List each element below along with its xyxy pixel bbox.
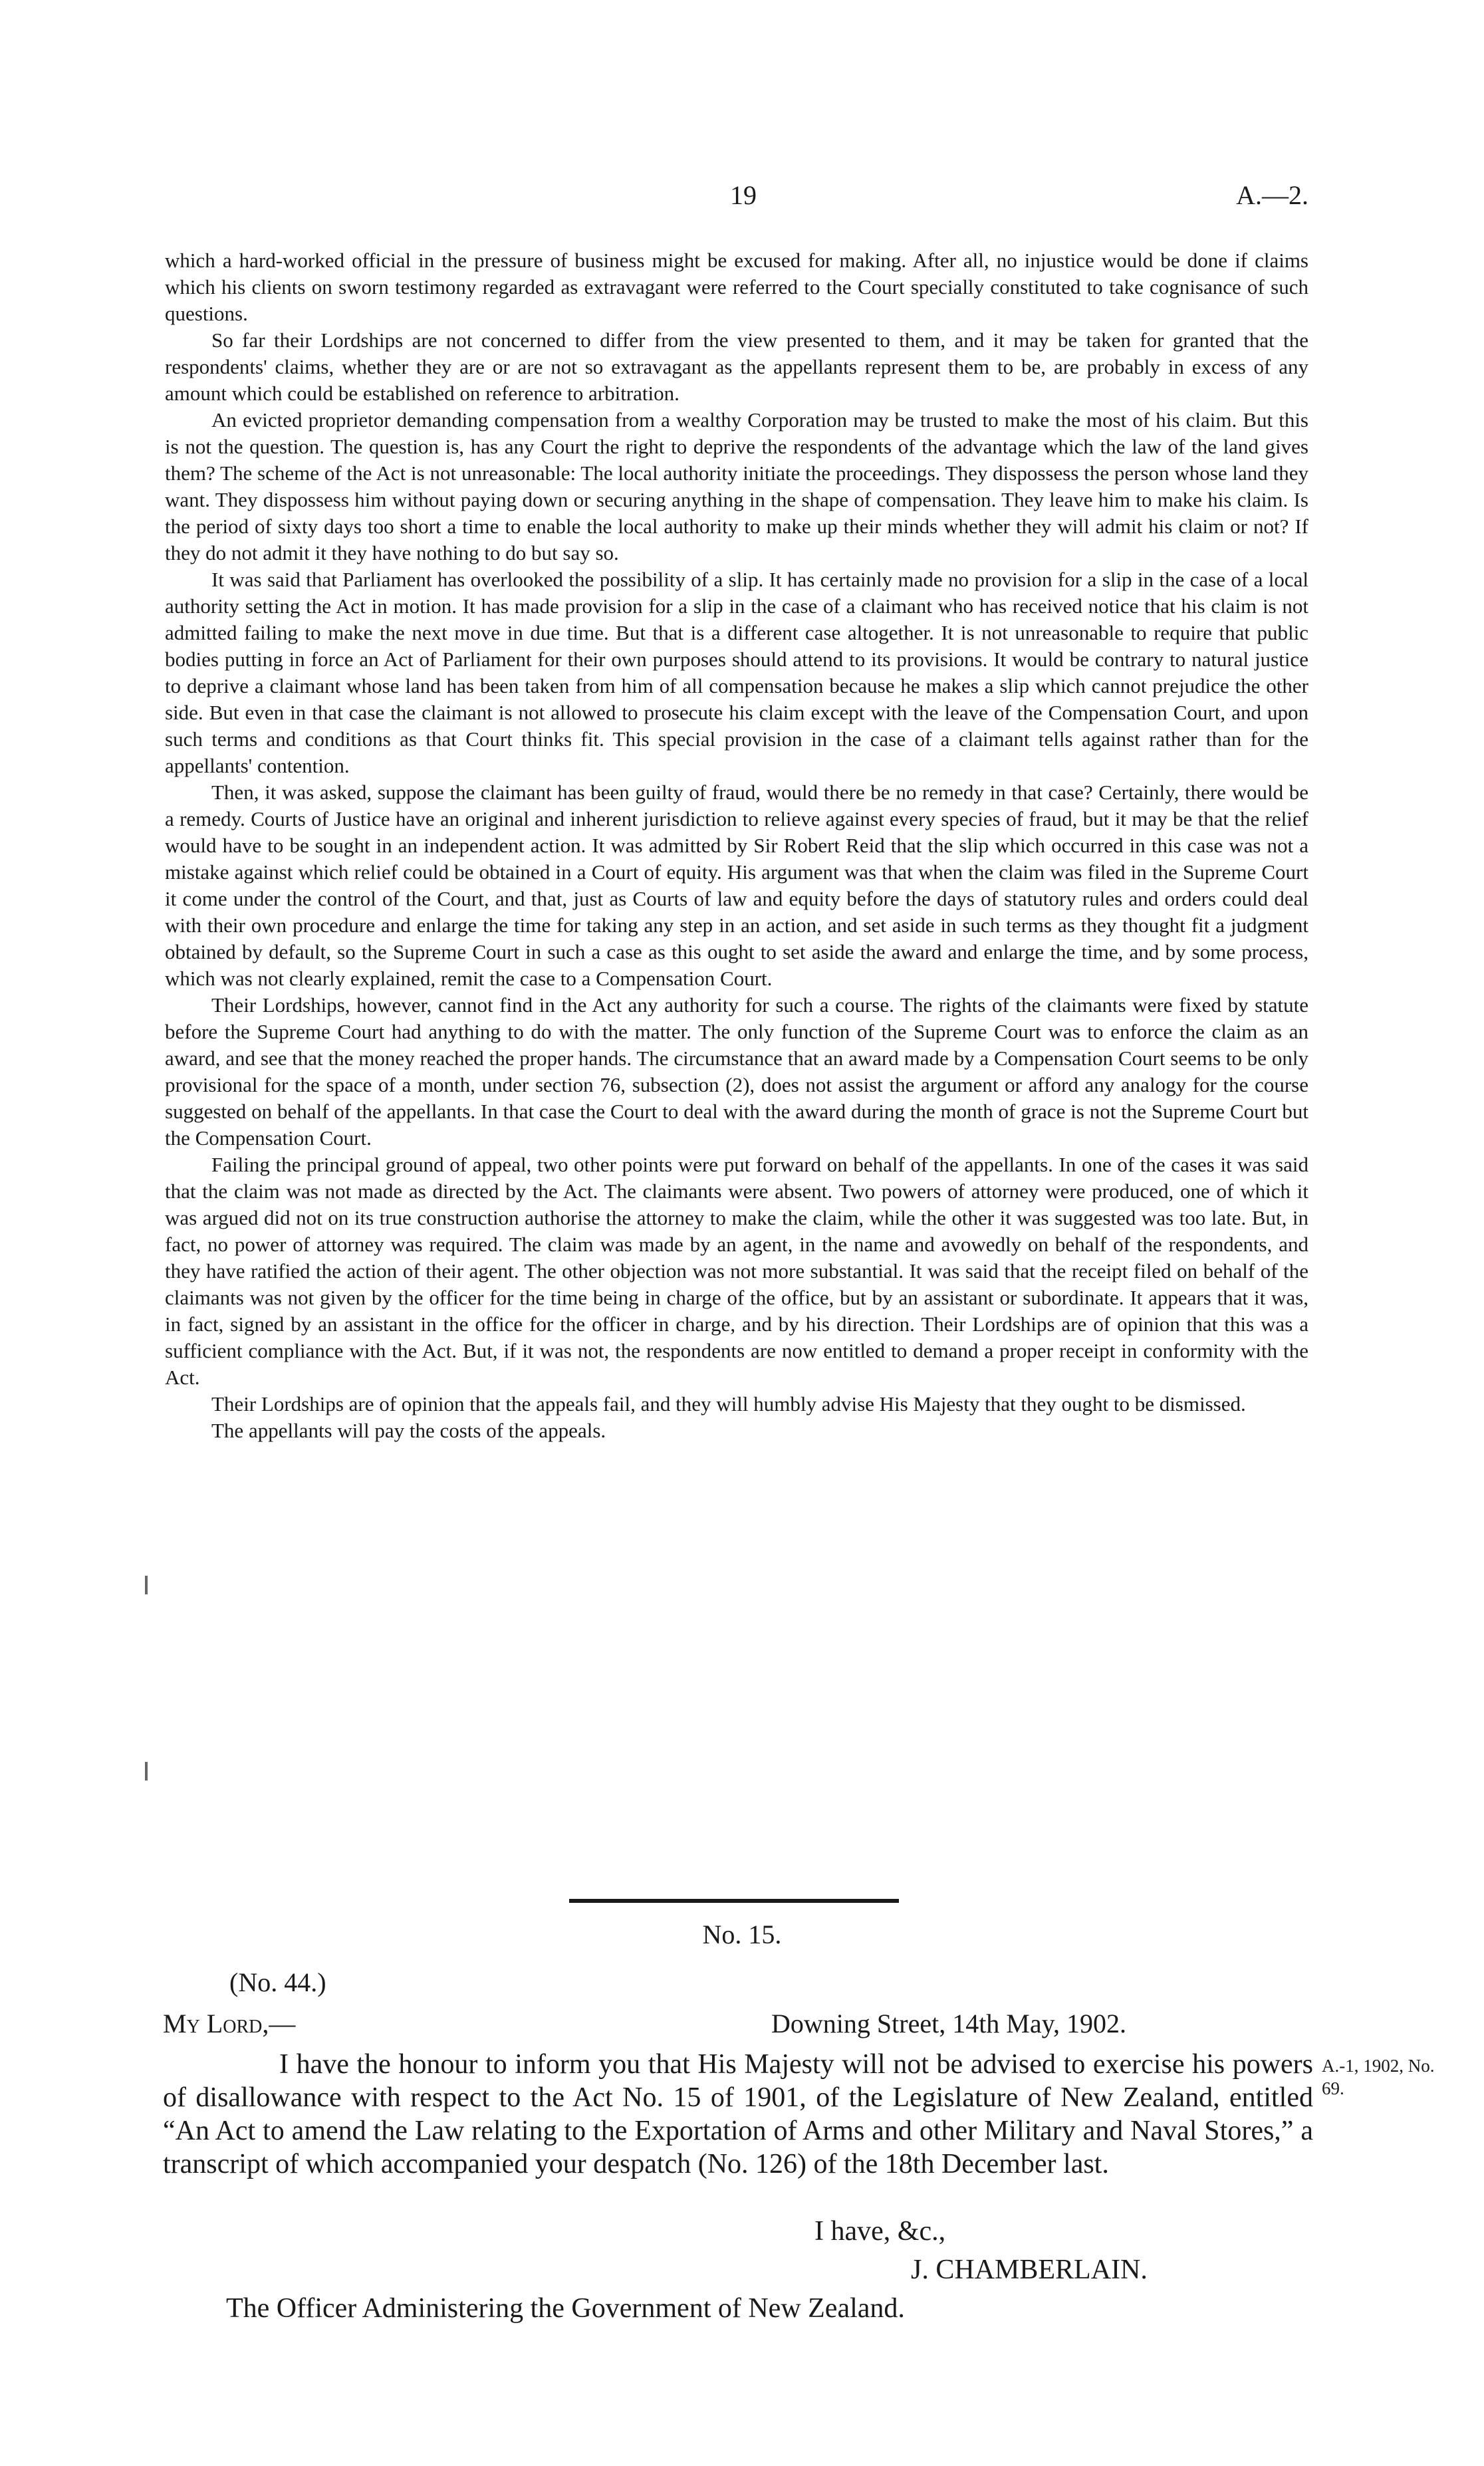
paragraph: Then, it was asked, suppose the claimant has been guilty of fraud, would there be no remedy in that case? Certainly, there would be a remedy. Courts of Justice have an original and inherent jurisdiction to relieve against every species of fraud, but it may be that the relief would have to be sought in an independent action. It was admitted by Sir Robert Reid that the slip which occurred in this case was not a mistake against which relief could be obtained in a Court of equity. His argument was that when the claim was filed in the Supreme Court it come under the control of the Court, and that, just as Courts of law and equity before the days of statutory rules and orders could deal with their own procedure and enlarge the time for taking any step in an action, and set aside in such terms as they thought fit a judgment obtained by default, so the Supreme Court in such a case as this ought to set aside the award and enlarge the time, and by some process, which was not clearly explained, remit the case to a Compensation Court. xyxy=(165,781,1308,990)
paragraph: An evicted proprietor demanding compensation from a wealthy Corporation may be trusted to make the most of his claim. But this is not the question. The question is, has any Court the right to deprive the respondents of the advantage which the law of the land gives them? The scheme of the Act is not unreasonable: The local authority initiate the proceedings. They dispossess the person whose land they want. They dispossess him without paying down or securing anything in the shape of compensation. They leave him to make his claim. Is the period of sixty days too short a time to enable the local authority to make up their minds whether they will admit his claim or not? If they do not admit it they have nothing to do but say so. xyxy=(165,408,1308,564)
marginal-reference: A.-1, 1902, No. 69. xyxy=(1322,2056,1435,2098)
page-number: 19 xyxy=(730,180,757,210)
paragraph: Their Lordships, however, cannot find in the Act any authority for such a course. The rights of the claimants were fixed by statute before the Supreme Court had anything to do with the matter. The only function of the Supreme Court was to enforce the claim as an award, and see that the money reached the proper hands. The circumstance that an award made by a Compensation Court seems to be only provisional for the space of a month, under section 76, subsection (2), does not assist the argument or afford any analogy for the course suggested on behalf of the appellants. In that case the Court to deal with the award during the month of grace is not the Supreme Court but the Compensation Court. xyxy=(165,993,1308,1150)
paragraph: It was said that Parliament has overlooked the possibility of a slip. It has certainly made no provision for a slip in the case of a local authority setting the Act in motion. It has made provision for a slip in the case of a claimant who has received notice that his claim is not admitted failing to make the next move in due time. But that is a different case altogether. It is not unreasonable to require that public bodies putting in force an Act of Parliament for their own purposes should attend to its provisions. It would be contrary to natural justice to deprive a claimant whose land has been taken from him of all compensation because he makes a slip which cannot prejudice the other side. But even in that case the claimant is not allowed to prosecute his claim except with the leave of the Compensation Court, and upon such terms and conditions as that Court thinks fit. This special provision in the case of a claimant tells against rather than for the appellants' contention. xyxy=(165,568,1308,777)
paragraph: So far their Lordships are not concerned to differ from the view presented to them, and it may be taken for granted that the respondents' claims, whether they are or are not so extravagant as the appellants represent them to be, are probably in excess of any amount which could be established on reference to arbitration. xyxy=(165,328,1308,405)
judgment-text xyxy=(165,247,1308,1444)
paragraph: which a hard-worked official in the pressure of business might be excused for making. After all, no injustice would be done if claims which his clients on sworn testimony regarded as extravagant were referred to the Court specially constituted to take cognisance of such questions. xyxy=(165,249,1308,325)
margin-mark xyxy=(145,1762,148,1781)
document-reference: A.—2. xyxy=(1236,180,1308,210)
paragraph: The appellants will pay the costs of the appeals. xyxy=(211,1419,606,1442)
letter-paragraph: I have the honour to inform you that His Majesty will not be advised to exercise his powers of disallowance with respect to the Act No. 15 of 1901, of the Legislature of New Zealand, entitled “An Act to amend the Law relating to the Exportation of Arms and other Military and Naval Stores,” a transcript of which accompanied your despatch (No. 126) of the 18th December last. xyxy=(163,2049,1313,2179)
paragraph: Failing the principal ground of appeal, two other points were put forward on behalf of the appellants. In one of the cases it was said that the claim was not made as directed by the Act. The claimants were absent. Two powers of attorney were produced, one of which it was argued did not on its true construction authorise the attorney to make the claim, while the other it was suggested was too late. But, in fact, no power of attorney was required. The claim was made by an agent, in the name and avowedly on behalf of the respondents, and they have ratified the action of their agent. The other objection was not more substantial. It was said that the receipt filed on behalf of the claimants was not given by the officer for the time being in charge of the office, but by an assistant or subordinate. It appears that it was, in fact, signed by an assistant in the office for the officer in charge, and by his direction. Their Lordships are of opinion that this was a sufficient compliance with the Act. But, if it was not, the respondents are now entitled to demand a proper receipt in conformity with the Act. xyxy=(165,1153,1308,1389)
addressee: The Officer Administering the Government of New Zealand. xyxy=(226,2293,905,2324)
salutation: My Lord,— xyxy=(163,2009,296,2038)
section-divider xyxy=(569,1899,899,1903)
letter-body xyxy=(163,2048,1313,2181)
page-header xyxy=(165,180,1308,219)
paragraph: Their Lordships are of opinion that the appeals fail, and they will humbly advise His Majesty that they ought to be dismissed. xyxy=(211,1392,1246,1416)
closing: I have, &c., xyxy=(814,2216,946,2247)
despatch-heading: No. 15. xyxy=(702,1919,782,1949)
address-date: Downing Street, 14th May, 1902. xyxy=(771,2009,1127,2038)
margin-mark xyxy=(145,1576,148,1594)
signature: J. CHAMBERLAIN. xyxy=(911,2255,1148,2285)
letter-number: (No. 44.) xyxy=(229,1967,326,1997)
